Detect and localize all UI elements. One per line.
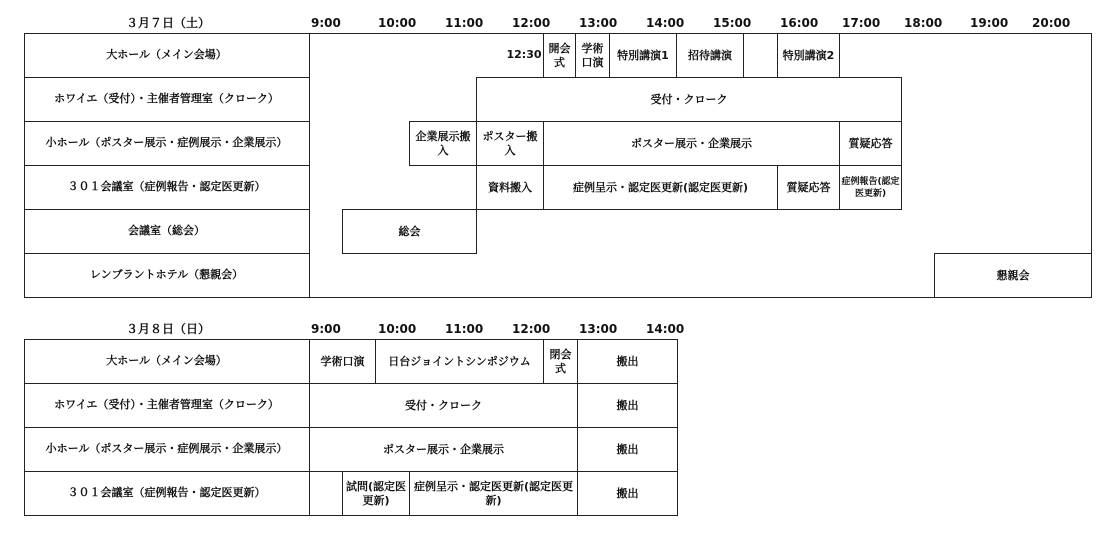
day2-reception: 受付・クローク [309,383,578,428]
day2-academic-oral: 学術口演 [309,339,376,384]
day1-case-report: 症例報告(認定医更新) [839,165,902,210]
day1-time-14: 14:00 [646,16,685,30]
day1-invited-lecture: 招待講演 [676,33,744,78]
day2-teardown-foyer: 搬出 [577,383,678,428]
day1-time-17: 17:00 [842,16,881,30]
day1-qa-301: 質疑応答 [777,165,840,210]
day1-academic-oral: 学術口演 [575,33,610,78]
day2-joint-symposium: 日台ジョイントシンポジウム [375,339,544,384]
day2-closing: 閉会式 [543,339,578,384]
day2-room-main-hall: 大ホール（メイン会場） [106,354,227,367]
day1-time-12: 12:00 [512,16,551,30]
day1-company-setup: 企業展示搬入 [409,121,477,166]
day1-time-11: 11:00 [445,16,484,30]
day1-room-foyer: ホワイエ（受付）・主催者管理室（クローク） [54,92,279,105]
day1-date: ３月７日（土） [126,16,211,30]
day1-general-meeting: 総会 [342,209,477,254]
day1-time-18: 18:00 [904,16,943,30]
day2-time-11: 11:00 [445,322,484,336]
day1-time-9: 9:00 [311,16,341,30]
day1-opening: 開会式 [543,33,576,78]
day1-break-slot [743,33,778,78]
day1-banquet: 懇親会 [934,253,1092,298]
day1-time-20: 20:00 [1032,16,1071,30]
day1-room-small-hall: 小ホール（ポスター展示・症例展示・企業展示） [45,136,288,149]
day2-time-12: 12:00 [512,322,551,336]
day1-room-hotel: レンブラントホテル（懇親会） [89,268,244,281]
day1-time-19: 19:00 [970,16,1009,30]
day1-special-lecture-2: 特別講演2 [777,33,840,78]
day1-time-10: 10:00 [378,16,417,30]
day1-room-301: ３０１会議室（症例報告・認定医更新） [67,180,266,193]
day2-poster-exhibit: ポスター展示・企業展示 [309,427,578,472]
day2-date: ３月８日（日） [126,322,211,336]
day1-poster-exhibit: ポスター展示・企業展示 [543,121,840,166]
day2-oral-exam: 試問(認定医更新) [342,471,410,516]
day2-room-301: ３０１会議室（症例報告・認定医更新） [67,486,266,499]
day2-teardown-301: 搬出 [577,471,678,516]
day1-reception: 受付・クローク [476,77,902,122]
day1-special-lecture-1: 特別講演1 [609,33,677,78]
day2-time-14: 14:00 [646,322,685,336]
day2-time-13: 13:00 [579,322,618,336]
day1-start-time: 12:30 [506,48,542,61]
day2-case-presentation: 症例呈示・認定医更新(認定医更新) [409,471,578,516]
day2-teardown-main: 搬出 [577,339,678,384]
day1-time-15: 15:00 [713,16,752,30]
day1-poster-setup: ポスター搬入 [476,121,544,166]
day2-time-9: 9:00 [311,322,341,336]
day2-room-small-hall: 小ホール（ポスター展示・症例展示・企業展示） [45,442,288,455]
day1-case-presentation: 症例呈示・認定医更新(認定医更新) [543,165,778,210]
day2-teardown-small-hall: 搬出 [577,427,678,472]
day2-time-10: 10:00 [378,322,417,336]
day1-room-main-hall: 大ホール（メイン会場） [106,48,227,61]
day1-material-setup: 資料搬入 [476,165,544,210]
day1-room-meeting: 会議室（総会） [128,224,205,237]
day1-time-16: 16:00 [780,16,819,30]
day2-empty-slot [309,471,343,516]
day1-qa-small-hall: 質疑応答 [839,121,902,166]
day2-room-foyer: ホワイエ（受付）・主催者管理室（クローク） [54,398,279,411]
day1-time-13: 13:00 [579,16,618,30]
